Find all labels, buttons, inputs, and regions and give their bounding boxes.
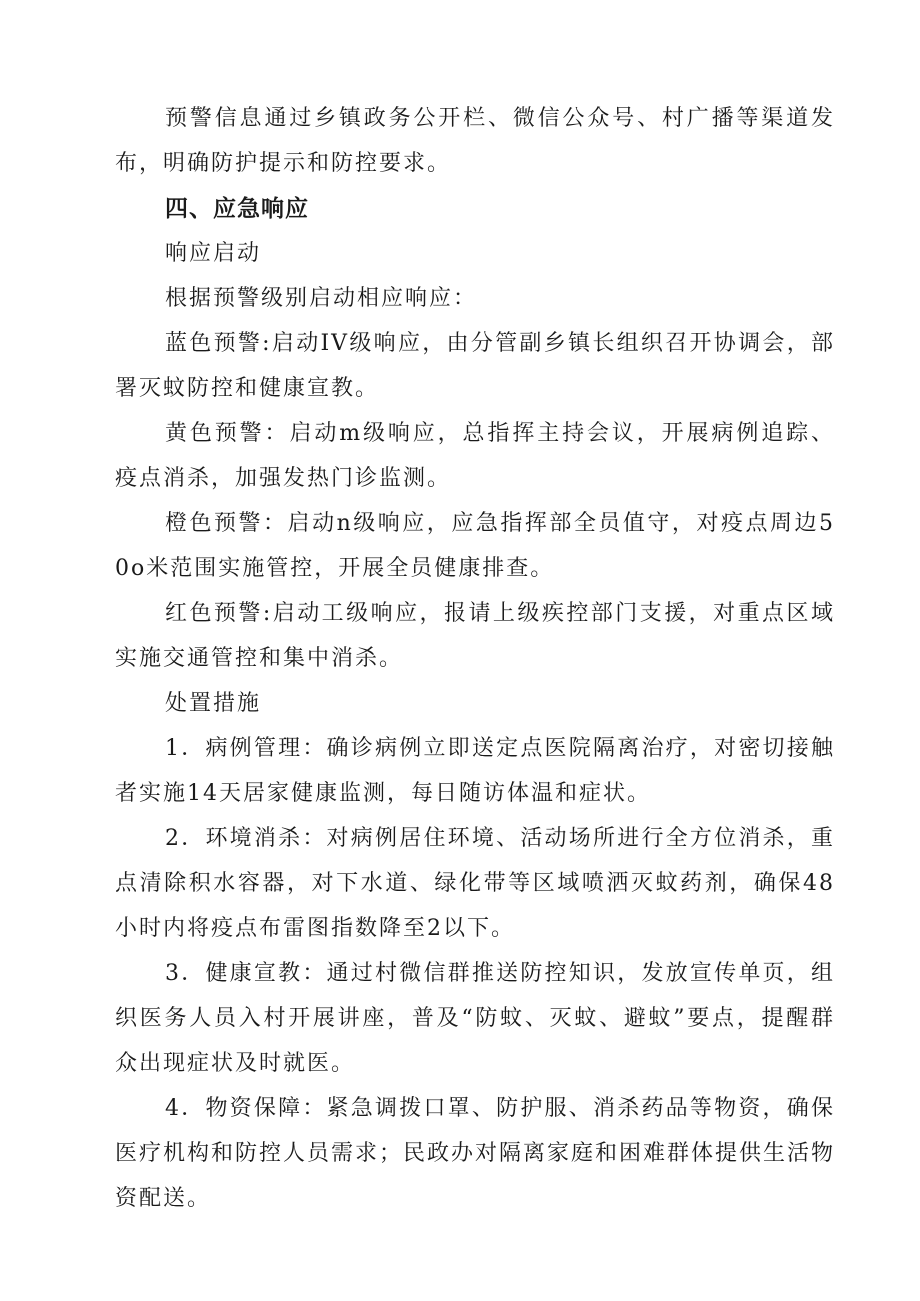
subheading-disposal-measures: 处置措施 (165, 691, 262, 716)
paragraph-yellow-warning: 黄色预警：启动m级响应，总指挥主持会议，开展病例追踪、疫点消杀，加强发热门诊监测。 (115, 421, 835, 491)
paragraph-response-by-level: 根据预警级别启动相应响应： (165, 286, 478, 311)
document-body (115, 96, 835, 1221)
paragraph-orange-warning: 橙色预警：启动n级响应，应急指挥部全员值守，对疫点周边50o米范围实施管控，开展全员健康排查。 (115, 511, 835, 581)
paragraph-warning-release: 预警信息通过乡镇政务公开栏、微信公众号、村广播等渠道发布，明确防护提示和防控要求。 (115, 106, 835, 176)
section-heading-emergency-response: 四、应急响应 (165, 195, 309, 222)
paragraph-red-warning: 红色预警:启动工级响应，报请上级疾控部门支援，对重点区域实施交通管控和集中消杀。 (115, 601, 835, 671)
paragraph-blue-warning: 蓝色预警:启动IV级响应，由分管副乡镇长组织召开协调会，部署灭蚊防控和健康宣教。 (115, 331, 835, 401)
paragraph-measure-health-education: 3．健康宣教：通过村微信群推送防控知识，发放宣传单页，组织医务人员入村开展讲座，普及“防蚊、灭蚊、避蚊”要点，提醒群众出现症状及时就医。 (115, 961, 835, 1076)
paragraph-measure-environment-disinfection: 2．环境消杀：对病例居住环境、活动场所进行全方位消杀，重点清除积水容器，对下水道、绿化带等区域喷洒灭蚊药剂，确保48小时内将疫点布雷图指数降至2以下。 (115, 826, 835, 941)
paragraph-measure-case-management: 1．病例管理：确诊病例立即送定点医院隔离治疗，对密切接触者实施14天居家健康监测，每日随访体温和症状。 (115, 736, 835, 806)
paragraph-measure-supplies: 4．物资保障：紧急调拨口罩、防护服、消杀药品等物资，确保医疗机构和防控人员需求；民政办对隔离家庭和困难群体提供生活物资配送。 (115, 1096, 836, 1211)
subheading-response-start: 响应启动 (165, 241, 262, 266)
